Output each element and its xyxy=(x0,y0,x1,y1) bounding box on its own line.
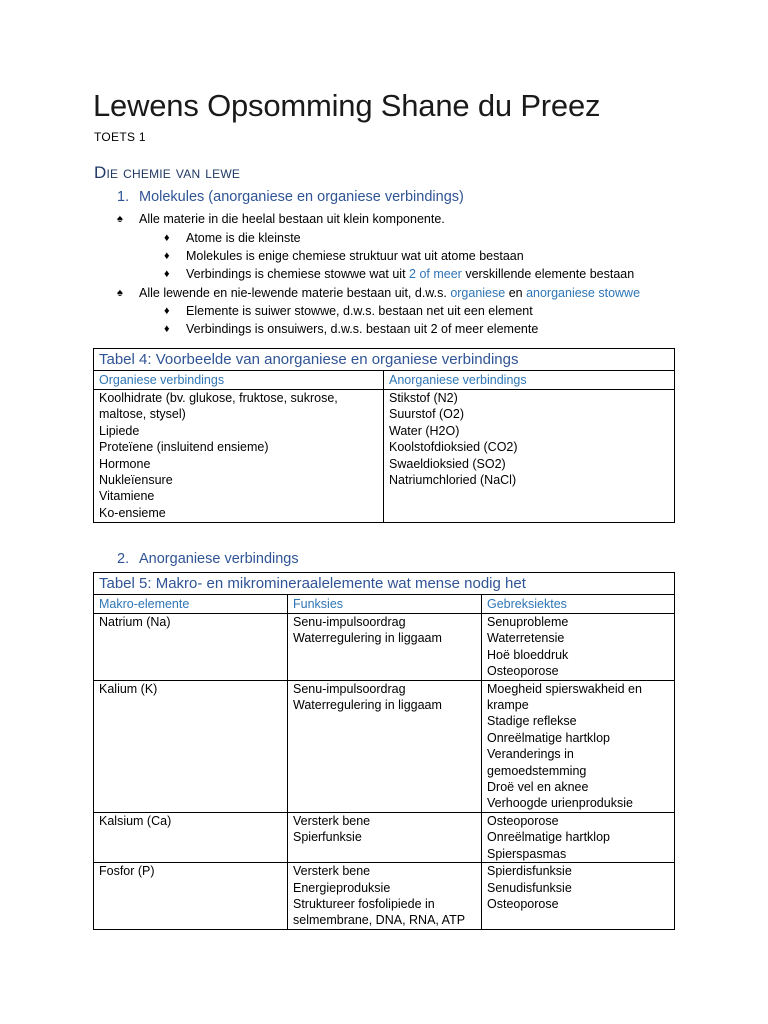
highlight-text: organiese xyxy=(450,286,506,300)
cell-line: Spierdisfunksie xyxy=(487,864,572,879)
table-row xyxy=(94,614,675,681)
table-caption: Tabel 5: Makro- en mikromineraalelemente wat mense nodig het xyxy=(94,573,675,595)
cell-line: Nukleïensure xyxy=(99,473,173,488)
spade-bullet-icon: ♠ xyxy=(117,287,123,299)
cell-line: Struktureer fosfolipiede in xyxy=(293,896,435,911)
subsection-number: 1. xyxy=(117,189,130,205)
element-cell xyxy=(94,614,288,681)
cell-line: gemoedstemming xyxy=(487,763,587,778)
bullet-text: Verbindings is onsuiwers, d.w.s. bestaan uit 2 of meer elemente xyxy=(186,322,539,336)
table-cell-inorganic xyxy=(384,390,675,523)
cell-line: Moegheid spierswakheid en xyxy=(487,681,642,696)
cell-line: Stikstof (N2) xyxy=(389,391,458,405)
highlight-text: anorganiese stowwe xyxy=(526,286,641,300)
bullet-text: Alle lewende en nie-lewende materie bestaan uit, d.w.s. xyxy=(139,286,451,300)
cell-line: Osteoporose xyxy=(487,896,559,911)
cell-line: Ko-ensieme xyxy=(99,505,166,520)
subsection-heading-1 xyxy=(117,189,464,205)
cell-line: Proteïene (insluitend ensieme) xyxy=(99,440,269,455)
cell-line: Senu-impulsoordrag xyxy=(293,615,406,629)
cell-line: Koolstofdioksied (CO2) xyxy=(389,440,518,455)
bullet-text: Alle materie in die heelal bestaan uit klein komponente. xyxy=(139,212,445,226)
cell-line: Waterretensie xyxy=(487,631,565,646)
bullet-text: Molekules is enige chemiese struktuur wat uit atome bestaan xyxy=(186,249,524,263)
bullet-text: en xyxy=(505,286,527,300)
cell-line: Kalsium (Ca) xyxy=(99,813,172,828)
spade-bullet-icon: ♠ xyxy=(117,213,123,225)
cell-line: Onreëlmatige hartklop xyxy=(487,830,610,845)
sub-bullet-item xyxy=(164,230,301,246)
cell-line: Fosfor (P) xyxy=(99,864,155,879)
sub-bullet-item xyxy=(164,248,524,264)
section-heading: Die chemie van lewe xyxy=(94,163,241,182)
cell-line: Verhoogde urienproduksie xyxy=(487,796,633,811)
element-cell xyxy=(94,680,288,812)
bullet-item xyxy=(117,285,641,301)
cell-line: Onreëlmatige hartklop xyxy=(487,730,610,745)
table-header: Funksies xyxy=(288,595,482,614)
bullet-text: Verbindings is chemiese stowwe wat uit xyxy=(186,267,410,281)
table-header: Gebreksiektes xyxy=(482,595,675,614)
function-cell xyxy=(288,680,482,812)
cell-line: Spierspasmas xyxy=(487,846,567,861)
function-cell xyxy=(288,614,482,681)
table-caption: Tabel 4: Voorbeelde van anorganiese en organiese verbindings xyxy=(94,349,675,371)
cell-line: maltose, stysel) xyxy=(99,407,186,422)
cell-line: Spierfunksie xyxy=(293,830,362,845)
cell-line: Natrium (Na) xyxy=(99,615,171,629)
cell-line: Versterk bene xyxy=(293,813,371,828)
bullet-text: Elemente is suiwer stowwe, d.w.s. bestaan net uit een element xyxy=(186,304,533,318)
subsection-heading-2 xyxy=(117,551,299,567)
cell-line: Waterregulering in liggaam xyxy=(293,698,442,713)
cell-line: Stadige reflekse xyxy=(487,714,577,729)
cell-line: Water (H2O) xyxy=(389,423,460,438)
cell-line: Veranderings in xyxy=(487,747,574,762)
diamond-bullet-icon: ♦ xyxy=(164,268,170,280)
deficiency-cell xyxy=(482,614,675,681)
cell-line: Senuprobleme xyxy=(487,615,569,629)
table-row xyxy=(94,812,675,862)
function-cell xyxy=(288,812,482,862)
subsection-number: 2. xyxy=(117,551,130,567)
deficiency-cell xyxy=(482,680,675,812)
cell-line: Osteoporose xyxy=(487,813,559,828)
cell-line: Hormone xyxy=(99,456,151,471)
bullet-text: verskillende elemente bestaan xyxy=(461,267,635,281)
table-row xyxy=(94,863,675,930)
diamond-bullet-icon: ♦ xyxy=(164,232,170,244)
element-cell xyxy=(94,863,288,930)
table-cell-organic xyxy=(94,390,384,523)
cell-line: krampe xyxy=(487,698,529,713)
sub-bullet-item xyxy=(164,321,539,337)
table-row xyxy=(94,680,675,812)
cell-line: Natriumchloried (NaCl) xyxy=(389,473,517,488)
cell-line: Osteoporose xyxy=(487,664,559,679)
cell-line: Koolhidrate (bv. glukose, fruktose, sukrose, xyxy=(99,391,338,405)
diamond-bullet-icon: ♦ xyxy=(164,323,170,335)
cell-line: Senudisfunksie xyxy=(487,880,572,895)
subsection-text: Molekules (anorganiese en organiese verbindings) xyxy=(139,189,464,205)
deficiency-cell xyxy=(482,812,675,862)
cell-line: Versterk bene xyxy=(293,864,371,879)
cell-line: Energieproduksie xyxy=(293,880,391,895)
cell-line: Droë vel en aknee xyxy=(487,780,589,795)
table-5 xyxy=(93,572,675,930)
diamond-bullet-icon: ♦ xyxy=(164,250,170,262)
cell-line: Swaeldioksied (SO2) xyxy=(389,456,506,471)
cell-line: Hoë bloeddruk xyxy=(487,647,569,662)
cell-line: Suurstof (O2) xyxy=(389,407,465,422)
document-title: Lewens Opsomming Shane du Preez xyxy=(93,88,601,123)
highlight-text: 2 of meer xyxy=(409,267,462,281)
subsection-text: Anorganiese verbindings xyxy=(139,551,299,567)
table-header: Makro-elemente xyxy=(94,595,288,614)
bullet-text: Atome is die kleinste xyxy=(186,231,301,245)
cell-line: Lipiede xyxy=(99,423,140,438)
bullet-item xyxy=(117,211,445,227)
table-header: Anorganiese verbindings xyxy=(384,371,675,390)
sub-bullet-item xyxy=(164,266,635,282)
table-4 xyxy=(93,348,675,523)
cell-line: Kalium (K) xyxy=(99,681,158,696)
cell-line: selmembrane, DNA, RNA, ATP xyxy=(293,913,466,928)
table-header: Organiese verbindings xyxy=(94,371,384,390)
sub-bullet-item xyxy=(164,303,533,319)
cell-line: Vitamiene xyxy=(99,489,155,504)
element-cell xyxy=(94,812,288,862)
diamond-bullet-icon: ♦ xyxy=(164,305,170,317)
document-subtitle: TOETS 1 xyxy=(94,130,146,144)
cell-line: Waterregulering in liggaam xyxy=(293,631,442,646)
function-cell xyxy=(288,863,482,930)
deficiency-cell xyxy=(482,863,675,930)
cell-line: Senu-impulsoordrag xyxy=(293,681,406,696)
